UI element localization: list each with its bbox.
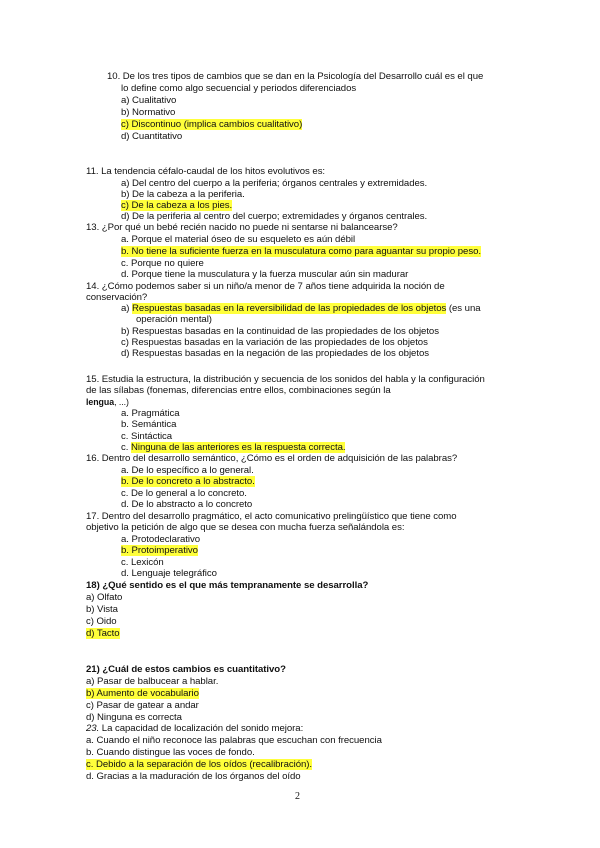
q11-option-a: a) Del centro del cuerpo a la periferia; órganos centrales y extremidades. <box>121 178 428 189</box>
q17-stem-line2: objetivo la petición de algo que se desea con mucha fuerza señalándola es: <box>86 522 405 533</box>
q15-option-a: a. Pragmática <box>121 408 180 419</box>
q10-option-d: d) Cuantitativo <box>121 131 183 142</box>
q14-stem-line1: 14. ¿Cómo podemos saber si un niño/a menor de 7 años tiene adquirida la noción de <box>86 281 445 292</box>
q15-stem-line3-rest: , ...) <box>114 397 129 407</box>
q17-option-d: d. Lenguaje telegráfico <box>121 568 217 579</box>
q17-stem-line1: 17. Dentro del desarrollo pragmático, el acto comunicativo prelingüístico que tiene como <box>86 511 457 522</box>
page-number: 2 <box>295 791 300 802</box>
q10-option-c-highlighted: c) Discontinuo (implica cambios cualitativo) <box>121 119 303 130</box>
q13-option-c: c. Porque no quiere <box>121 258 204 269</box>
q15-stem-line2: de las sílabas (fonemas, diferencias entre ellos, combinaciones según la <box>86 385 391 396</box>
q13-option-a: a. Porque el material óseo de su esqueleto es aún débil <box>121 234 356 245</box>
q15-option-d-highlighted: Ninguna de las anteriores es la respuesta correcta. <box>130 442 346 453</box>
q10-option-a: a) Cualitativo <box>121 95 177 106</box>
q15-option-d <box>121 442 345 454</box>
q23-option-a: a. Cuando el niño reconoce las palabras que escuchan con frecuencia <box>86 735 382 746</box>
q21-option-d: d) Ninguna es correcta <box>86 712 182 723</box>
q21-option-b-highlighted: b) Aumento de vocabulario <box>86 688 199 699</box>
q17-option-c: c. Lexicón <box>121 557 164 568</box>
q16-option-a: a. De lo específico a lo general. <box>121 465 254 476</box>
q17-option-a: a. Protodeclarativo <box>121 534 201 545</box>
q13-option-d: d. Porque tiene la musculatura y la fuerza muscular aún sin madurar <box>121 269 409 280</box>
q14-option-d: d) Respuestas basadas en la negación de las propiedades de los objetos <box>121 348 429 359</box>
q17-option-b-highlighted: b. Protoimperativo <box>121 545 198 556</box>
q16-option-c: c. De lo general a lo concreto. <box>121 488 247 499</box>
q18-option-c: c) Oido <box>86 616 117 627</box>
q15-stem-line3 <box>86 397 129 409</box>
q14-option-a-continuation: operación mental) <box>136 314 212 325</box>
q16-option-d: d. De lo abstracto a lo concreto <box>121 499 253 510</box>
q13-option-b-highlighted: b. No tiene la suficiente fuerza en la musculatura como para aguantar su propio peso. <box>121 246 481 257</box>
q18-option-b: b) Vista <box>86 604 118 615</box>
q14-option-a-highlighted: Respuestas basadas en la reversibilidad de las propiedades de los objetos <box>132 303 447 314</box>
q23-stem-text: La capacidad de localización del sonido mejora: <box>99 723 304 734</box>
q15-option-c: c. Sintáctica <box>121 431 173 442</box>
q21-option-a: a) Pasar de balbucear a hablar. <box>86 676 219 687</box>
q23-number: 23. <box>86 723 100 734</box>
q14-stem-line2: conservación? <box>86 292 148 303</box>
q10-stem-line2: lo define como algo secuencial y periodos diferenciados <box>121 83 357 94</box>
q23-option-d: d. Gracias a la maduración de los órganos del oído <box>86 771 301 782</box>
q23-stem <box>86 723 303 735</box>
q11-option-b: b) De la cabeza a la periferia. <box>121 189 245 200</box>
q21-option-c: c) Pasar de gatear a andar <box>86 700 199 711</box>
q14-option-a-prefix: a) <box>121 303 133 314</box>
q15-option-b: b. Semántica <box>121 419 177 430</box>
q16-option-b-highlighted: b. De lo concreto a lo abstracto. <box>121 476 255 487</box>
q23-option-b: b. Cuando distingue las voces de fondo. <box>86 747 255 758</box>
q11-stem: 11. La tendencia céfalo-caudal de los hitos evolutivos es: <box>86 166 326 177</box>
q18-option-a: a) Olfato <box>86 592 123 603</box>
q10-option-b: b) Normativo <box>121 107 176 118</box>
q11-option-d: d) De la periferia al centro del cuerpo; extremidades y órganos centrales. <box>121 211 428 222</box>
q14-option-b: b) Respuestas basadas en la continuidad de las propiedades de los objetos <box>121 326 439 337</box>
q14-option-a-suffix: (es una <box>446 303 481 314</box>
q16-stem: 16. Dentro del desarrollo semántico, ¿Cómo es el orden de adquisición de las palabras? <box>86 453 458 464</box>
q13-stem: 13. ¿Por qué un bebé recién nacido no puede ni sentarse ni balancearse? <box>86 222 398 233</box>
q15-stem-line1: 15. Estudia la estructura, la distribución y secuencia de los sonidos del habla y la configuración <box>86 374 485 385</box>
q18-option-d-highlighted: d) Tacto <box>86 628 120 639</box>
q10-stem-line1: 10. De los tres tipos de cambios que se dan en la Psicología del Desarrollo cuál es el que <box>107 71 484 82</box>
q15-stem-bold-word: lengua <box>86 397 115 407</box>
q18-stem: 18) ¿Qué sentido es el que más tempranamente se desarrolla? <box>86 580 369 591</box>
q14-option-c: c) Respuestas basadas en la variación de las propiedades de los objetos <box>121 337 428 348</box>
q23-option-c-highlighted: c. Debido a la separación de los oídos (recalibración). <box>86 759 313 770</box>
q11-option-c-highlighted: c) De la cabeza a los pies. <box>121 200 233 211</box>
q21-stem: 21) ¿Cuál de estos cambios es cuantitativo? <box>86 664 286 675</box>
q14-option-a <box>121 303 481 315</box>
q15-option-d-prefix: c. <box>121 442 131 453</box>
